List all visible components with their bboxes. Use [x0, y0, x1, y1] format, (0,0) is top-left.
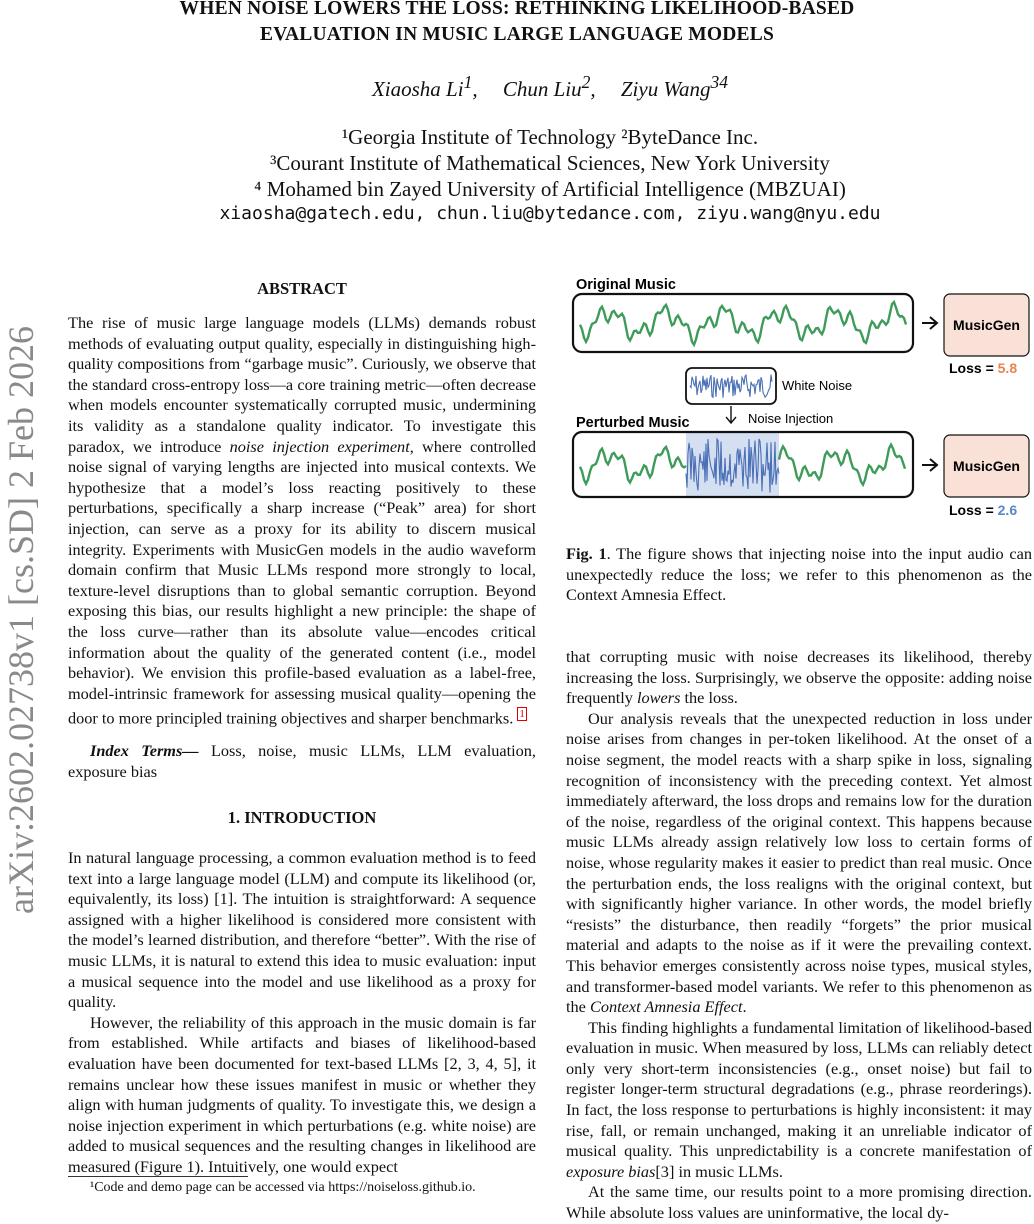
abstract-text: The rise of music large language models (LLMs) demands robust methods of evaluating output quality, especially in distinguishing high-quality compositions from “garbage music”. Curiously, we observe that the standard cross-entropy loss—a core training metric—often decrease when models encounter systematically corrupted music, undermining its validity as a standalone quality indicator. To investigate this paradox, we introduce noise injection experiment, where controlled noise signal of varying lengths are injected into musical contexts. We hypothesize that a model’s loss reacting positively to these perturbations, specifically a sharp increase (“Peak” area) for short injection, can serve as a proxy for its ability to discern musical integrity. Experiments with MusicGen models in the audio waveform domain confirm that Music LLMs respond more strongly to local, texture-level disruptions than to global semantic corruption. Beyond exposing this bias, our results highlight a new principle: the shape of the loss curve—rather than its absolute value—encodes critical information about the quality of the generated content (i.e., model behavior). We envision this profile-based evaluation as a label-free, model-intrinsic framework for assessing musical quality—opening the door to more principled training objectives and sharper benchmarks. [68, 313, 536, 728]
arrow-to-model-1 [922, 317, 937, 329]
intro-heading: 1. INTRODUCTION [227, 808, 377, 827]
intro-body [68, 848, 536, 1178]
author-list [0, 72, 1034, 102]
figure-1-caption [566, 544, 1032, 606]
title-line-1: WHEN NOISE LOWERS THE LOSS: RETHINKING LIKELIHOOD-BASED [179, 0, 855, 19]
abstract-heading: ABSTRACT [257, 279, 347, 298]
index-terms-label: Index Terms— [90, 741, 199, 761]
author-2: Chun Liu$^2$, [502, 72, 596, 101]
right-paragraph-2: Our analysis reveals that the unexpected reduction in loss under noise arises from changes in per-token likelihood. At the onset of a noise segment, the model reacts with a sharp spike in loss, signaling recognition of inconsistency with the preceding context. Yet almost immediately afterward, the loss drops and remains low for the duration of the noise, regardless of the original context. This happens because music LLMs already assign relatively low loss to certain forms of noise, whose regularity makes it easier to predict than real music. Once the perturbation ends, the loss realigns with the original context, but with significantly higher variance. In other words, the model briefly “resists” the disturbance, then readily “forgets” the prior musical material and adapts to the noise as if it were the prevailing context. This behavior emerges consistently across noise types, musical styles, and transformer-based model variants. We refer to this phenomenon as the Context Amnesia Effect. [566, 708, 1032, 1017]
author-3: Ziyu Wang$^{34}$ [620, 72, 729, 101]
musicgen-label-2: MusicGen [953, 458, 1020, 474]
intro-paragraph-1: In natural language processing, a common evaluation method is to feed text into a large language model (LLM) and compute its likelihood (or, equivalently, its loss) [1]. The intuition is straightforward: A sequence assigned with a higher likelihood is considered more consistent with the model’s learned distribution, and therefore “better”. With the rise of music LLMs, it is natural to extend this idea to music evaluation: input a musical sequence into the model and use likelihood as a proxy for quality. [68, 848, 536, 1012]
noise-highlight [686, 432, 779, 497]
perturbed-music-label: Perturbed Music [576, 415, 690, 431]
perturbed-waveform-right [779, 445, 905, 485]
musicgen-label-1: MusicGen [953, 317, 1020, 333]
intro-paragraph-2: However, the reliability of this approach in the music domain is far from established. While artifacts and biases of likelihood-based evaluation have been documented for text-based LLMs [2, 3, 4, 5], it remains unclear how these issues manifest in music or whether they align with human judgments of quality. To investigate this, we design a noise injection experiment in which perturbations (e.g. white noise) are added to musical sequences and the resulting changes in likelihood are measured (Figure 1). Intuitively, one would expect [68, 1012, 536, 1176]
figure-1-svg [566, 272, 1034, 522]
loss-value-original: 5.8 [997, 360, 1018, 376]
affiliation-3: ⁴ Mohamed bin Zayed University of Artificial Intelligence (MBZUAI) [254, 177, 846, 201]
footnote-rule [68, 1176, 248, 1177]
affiliation-1: ¹Georgia Institute of Technology ²ByteDance Inc. [341, 125, 759, 149]
right-column-body [566, 647, 1032, 1224]
affiliation-2: ³Courant Institute of Mathematical Sciences, New York University [270, 151, 830, 175]
title-line-2: EVALUATION IN MUSIC LARGE LANGUAGE MODELS [259, 24, 774, 45]
right-paragraph-4: At the same time, our results point to a more promising direction. While absolute loss values are uninformative, the local dy- [566, 1182, 1032, 1223]
white-noise-waveform [690, 375, 772, 398]
loss-label-2: Loss = [949, 502, 998, 518]
perturbed-waveform-left [580, 447, 686, 484]
abstract-body [68, 313, 536, 782]
loss-label-1: Loss = [949, 360, 998, 376]
index-terms: Loss, noise, music LLMs, LLM evaluation, exposure bias [68, 741, 537, 781]
original-music-label: Original Music [576, 277, 676, 293]
white-noise-label: White Noise [782, 378, 853, 393]
caption-text: . The figure shows that injecting noise into the input audio can unexpectedly reduce the loss; we refer to this phenomenon as the Context Amnesia Effect. [566, 544, 1033, 605]
arrow-to-model-2 [922, 459, 937, 471]
author-emails: xiaosha@gatech.edu, chun.liu@bytedance.com, ziyu.wang@nyu.edu [219, 203, 881, 224]
paper-title [0, 0, 1034, 48]
injection-arrow [726, 406, 736, 423]
loss-value-perturbed: 2.6 [997, 502, 1018, 518]
caption-label: Fig. 1 [566, 544, 607, 563]
original-waveform [580, 302, 906, 345]
right-paragraph-3: This finding highlights a fundamental limitation of likelihood-based evaluation in music. When measured by loss, LLMs can reliably detect only very short-term inconsistencies (e.g., onset noise) but fail to register longer-term structural degradations (e.g., phrase reorderings). In fact, the loss response to perturbations is highly inconsistent: it may rise, fall, or remain unchanged, making it an unreliable indicator of musical quality. This unpredictability is a concrete manifestation of exposure bias[3] in music LLMs. [566, 1017, 1032, 1181]
loss-original-row [949, 360, 1017, 376]
arxiv-identifier: arXiv:2602.02738v1 [cs.SD] 2 Feb 2026 [1, 326, 41, 914]
loss-perturbed-row [949, 502, 1017, 518]
noise-injection-label: Noise Injection [748, 411, 834, 426]
footnote-text: ¹Code and demo page can be accessed via https://noiseloss.github.io. [90, 1180, 476, 1195]
author-1: Xiaosha Li$^1$, [371, 72, 478, 101]
right-paragraph-1: that corrupting music with noise decreases its likelihood, thereby increasing the loss. Surprisingly, we observe the opposite: adding noise frequently lowers the loss. [566, 647, 1032, 708]
figure-1 [566, 272, 1034, 522]
footnote-link[interactable]: 1 [519, 708, 525, 721]
